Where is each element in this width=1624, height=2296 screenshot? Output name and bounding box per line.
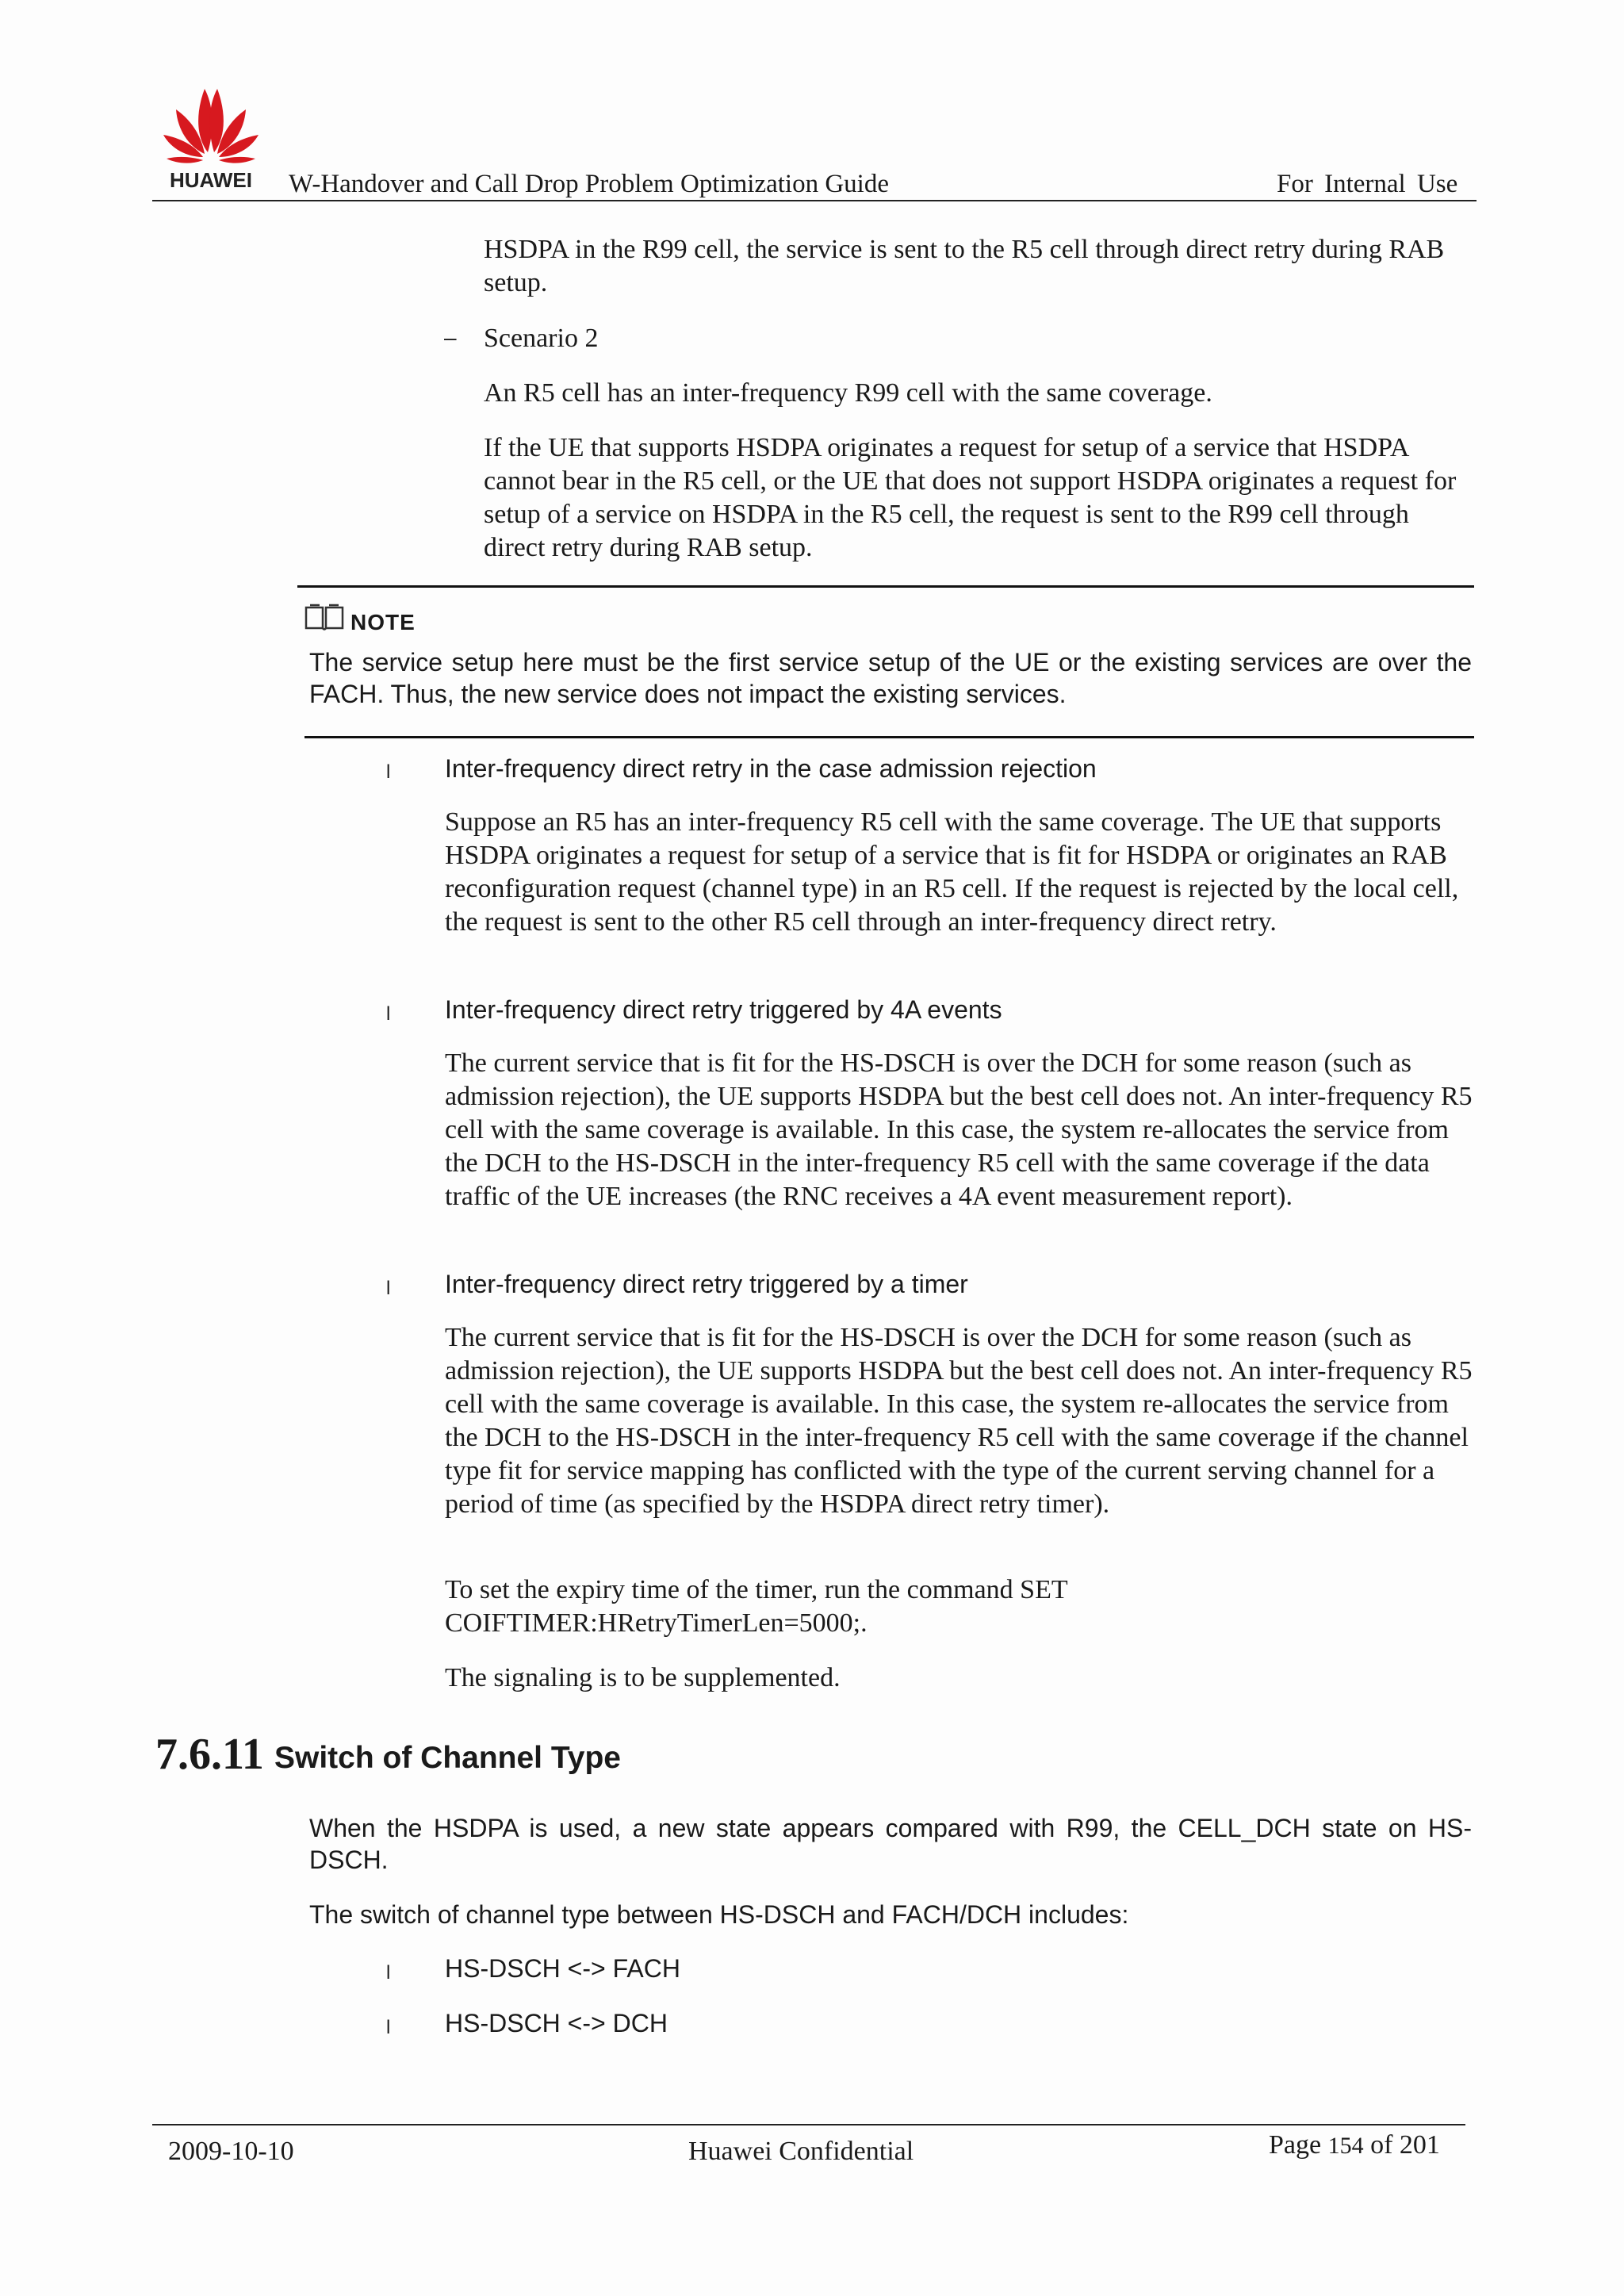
bullet-marker: l — [386, 1962, 391, 1984]
page-total: 201 — [1399, 2130, 1440, 2160]
page-of: of — [1370, 2130, 1393, 2160]
scenario-paragraph: If the UE that supports HSDPA originates a request for setup of a service that HSDPA cannot bear in the R5 cell, or the UE that does not support HSDPA originates a request for setup of a service on HSDPA in the R5 cell, the request is sent to the R99 cell through direct retry during RAB setup. — [484, 433, 1457, 562]
section-number: 7.6.11 — [155, 1730, 264, 1779]
bullet-marker: l — [386, 2017, 391, 2038]
header-divider — [152, 200, 1477, 201]
bullet-paragraph: The signaling is to be supplemented. — [445, 1663, 841, 1692]
page-current: 154 — [1327, 2133, 1364, 2159]
bullet-title: Inter-frequency direct retry triggered by a timer — [445, 1270, 968, 1298]
scenario-title: Scenario 2 — [484, 324, 599, 353]
bullet-paragraph: The current service that is fit for the HS-DSCH is over the DCH for some reason (such as admission rejection), the UE supports HSDPA but the best cell does not. An inter-frequency R5 cell with the same coverage is available. In this case, the system re-allocates the service from the DCH to the HS-DSCH in the inter-frequency R5 cell with the same coverage if the data traffic of the UE increases (the RNC receives a 4A event measurement report). — [445, 1048, 1473, 1211]
dash-marker: – — [444, 325, 457, 350]
section-title: Switch of Channel Type — [274, 1741, 621, 1775]
note-text: The service setup here must be the first service setup of the UE or the existing services are over the FACH. Thus, the new service does not impact the existing services. — [309, 648, 1472, 708]
bullet-title: Inter-frequency direct retry triggered by 4A events — [445, 995, 1002, 1024]
list-item: HS-DSCH <-> FACH — [445, 1954, 680, 1983]
footer-divider — [152, 2124, 1465, 2125]
classification-label: For Internal Use — [1277, 170, 1458, 198]
footer-confidential: Huawei Confidential — [688, 2137, 914, 2166]
bullet-paragraph: Suppose an R5 has an inter-frequency R5 cell with the same coverage. The UE that supports HSDPA originates a request for setup of a service that is fit for HSDPA or originates an RAB reconfiguration request (channel type) in an R5 cell. If the request is rejected by the local cell, the request is sent to the other R5 cell through an inter-frequency direct retry. — [445, 807, 1459, 937]
list-item: HS-DSCH <-> DCH — [445, 2009, 668, 2037]
book-icon — [304, 603, 345, 631]
bullet-title: Inter-frequency direct retry in the case admission rejection — [445, 754, 1097, 783]
bullet-paragraph: The current service that is fit for the HS-DSCH is over the DCH for some reason (such as admission rejection), the UE supports HSDPA but the best cell does not. An inter-frequency R5 cell with the same coverage is available. In this case, the system re-allocates the service from the DCH to the HS-DSCH in the inter-frequency R5 cell with the same coverage if the channel type fit for service mapping has conflicted with the type of the current serving channel for a period of time (as specified by the HSDPA direct retry timer). — [445, 1323, 1473, 1519]
page-number — [1269, 2129, 1440, 2163]
note-bottom-rule — [304, 736, 1474, 738]
bullet-paragraph: To set the expiry time of the timer, run the command SET COIFTIMER:HRetryTimerLen=5000;. — [445, 1575, 1068, 1638]
section-paragraph: When the HSDPA is used, a new state appears compared with R99, the CELL_DCH state on HS-DSCH. — [309, 1814, 1472, 1874]
continued-paragraph: HSDPA in the R99 cell, the service is sent to the R5 cell through direct retry during RAB setup. — [484, 235, 1445, 297]
bullet-marker: l — [386, 1278, 391, 1299]
note-label: NOTE — [350, 610, 416, 634]
huawei-logo — [159, 82, 263, 194]
note-top-rule — [297, 585, 1474, 588]
section-paragraph: The switch of channel type between HS-DSCH and FACH/DCH includes: — [309, 1900, 1129, 1929]
bullet-marker: l — [386, 761, 391, 783]
scenario-paragraph: An R5 cell has an inter-frequency R99 cell with the same coverage. — [484, 378, 1212, 408]
page-word: Page — [1269, 2130, 1322, 2160]
document-title: W-Handover and Call Drop Problem Optimization Guide — [289, 170, 890, 198]
huawei-petals-icon — [159, 82, 263, 194]
logo-wordmark: HUAWEI — [170, 168, 252, 192]
footer-date: 2009-10-10 — [168, 2137, 294, 2166]
bullet-marker: l — [386, 1003, 391, 1025]
